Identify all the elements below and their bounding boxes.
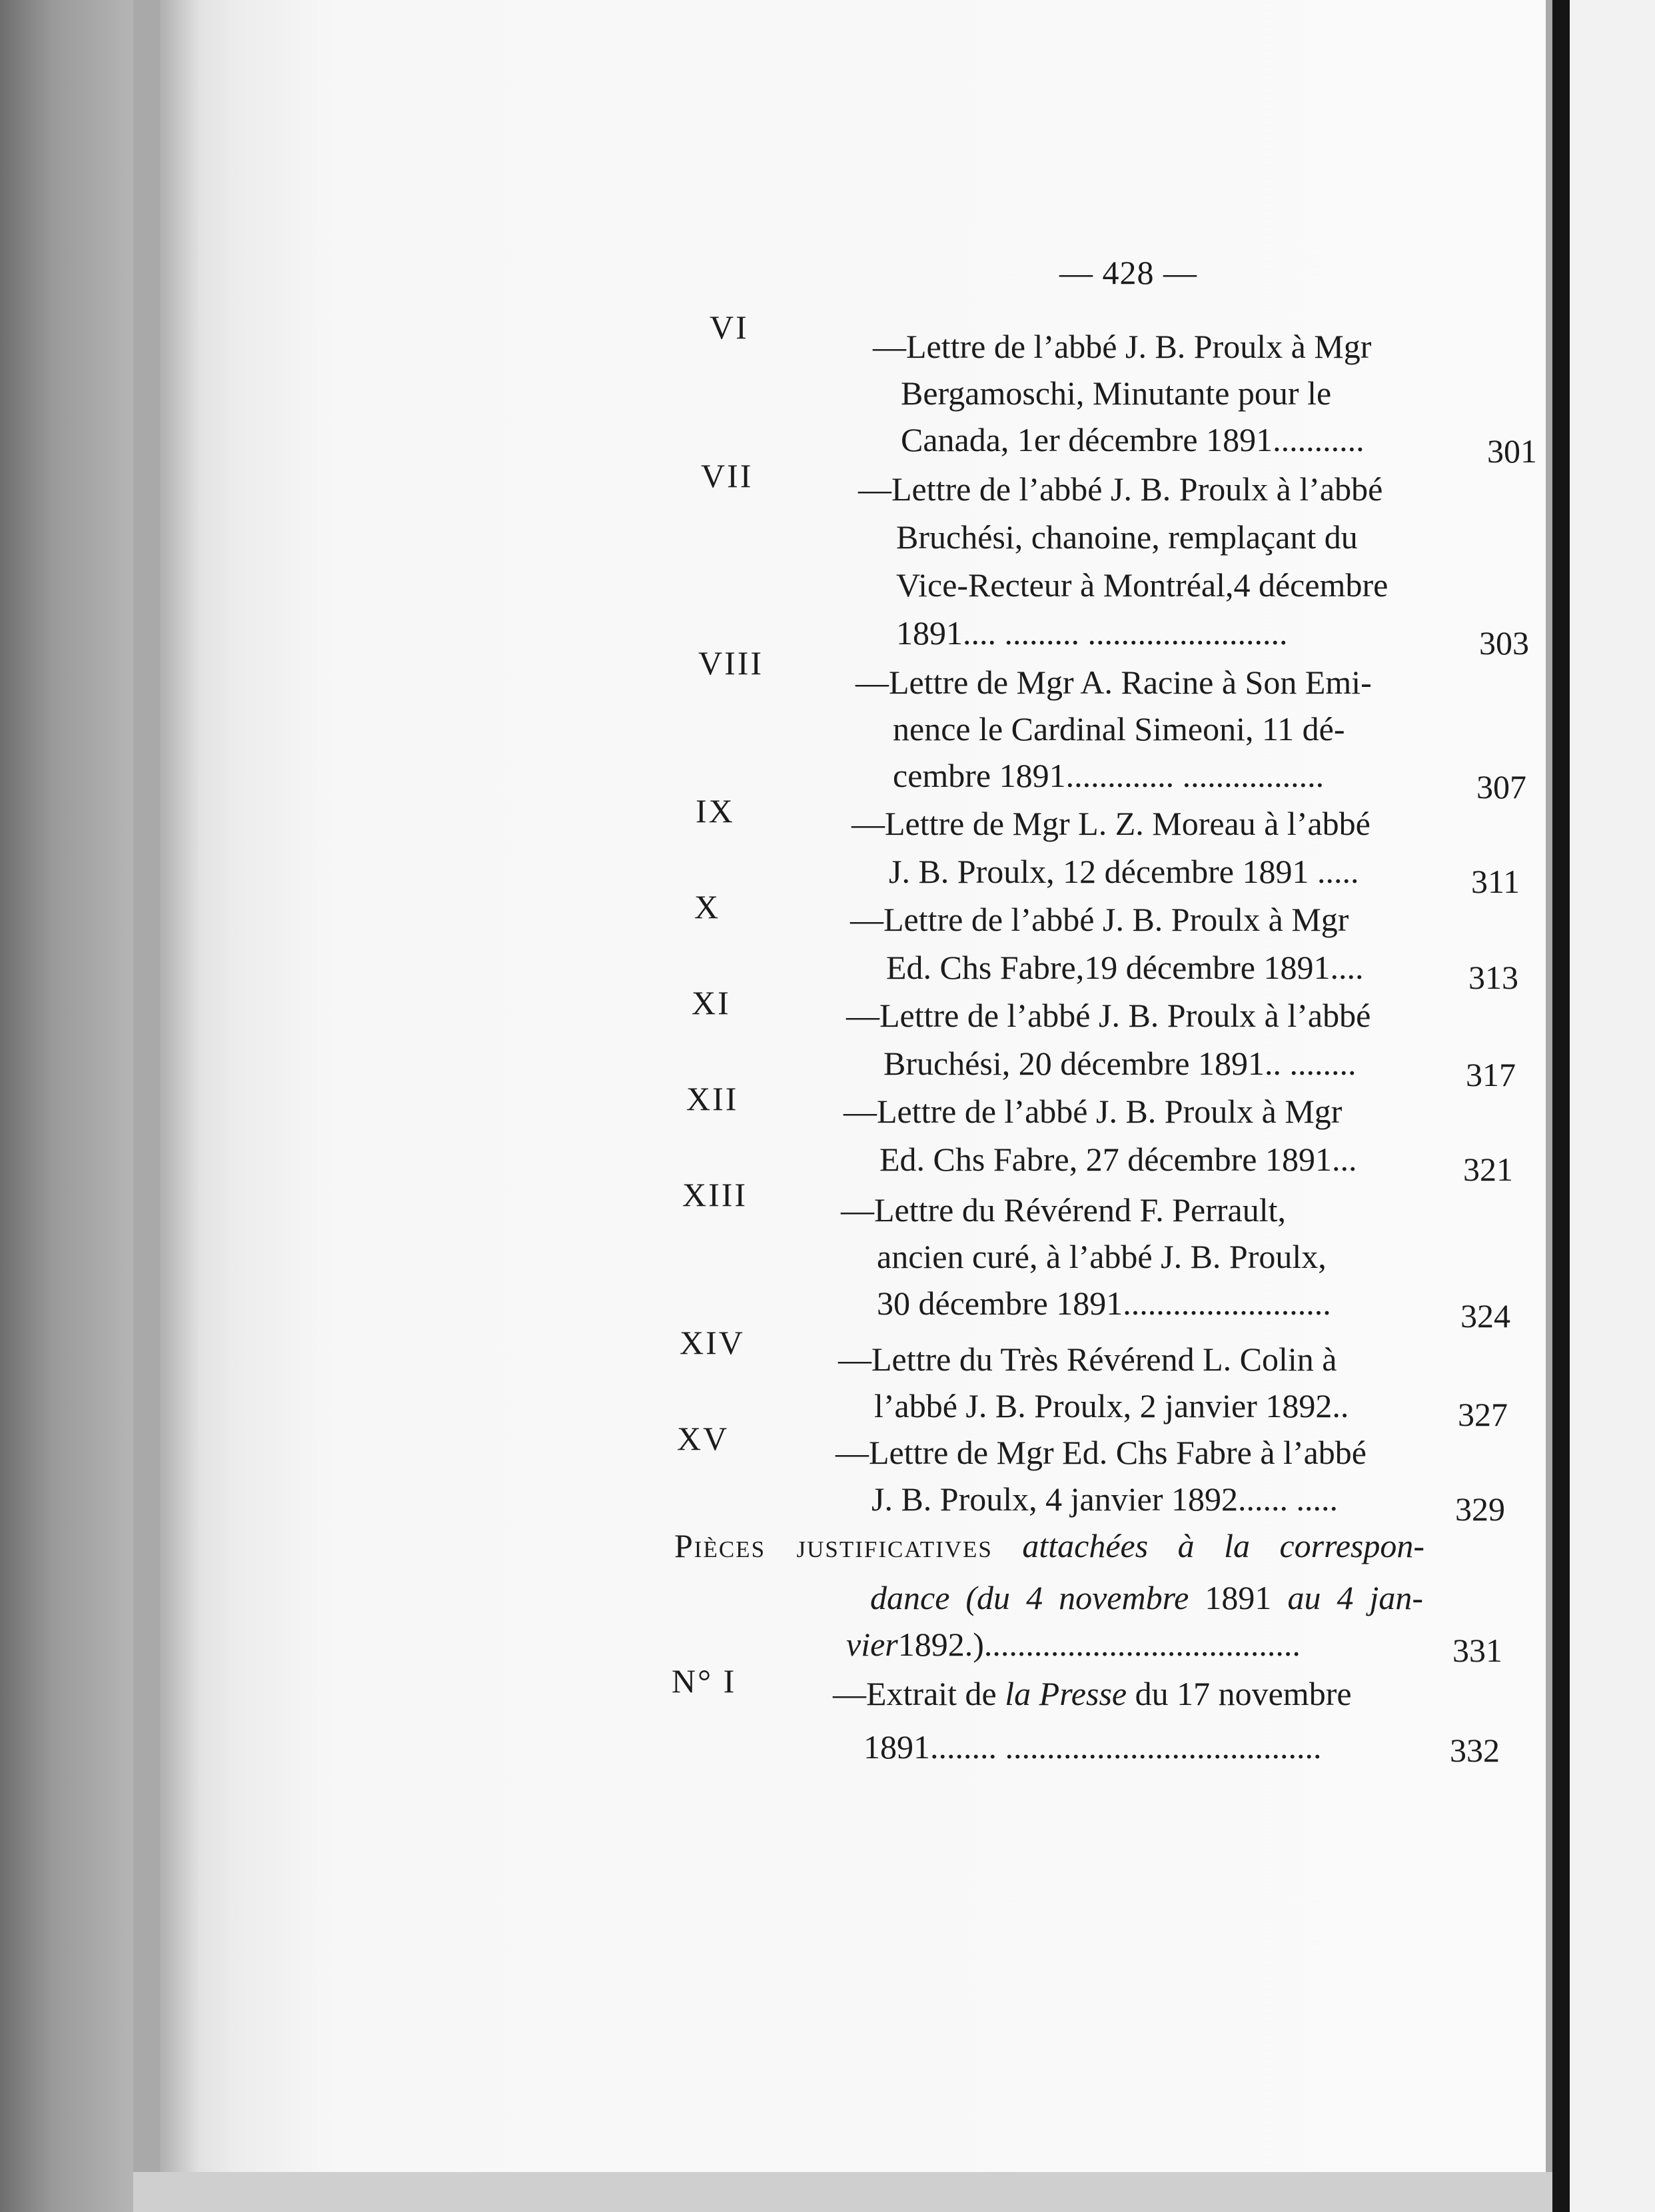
toc-line: [870, 1575, 1423, 1620]
toc-numeral: VI: [710, 308, 749, 346]
toc-line: —Lettre du Révérend F. Perrault,: [841, 1191, 1287, 1229]
toc-line: Ed. Chs Fabre, 27 décembre 1891...: [879, 1141, 1357, 1178]
toc-line: l’abbé J. B. Proulx, 2 janvier 1892..: [874, 1387, 1349, 1424]
toc-line: Bruchési, chanoine, remplaçant du: [896, 518, 1358, 556]
toc-page-number: 311: [1471, 863, 1520, 900]
toc-line: —Lettre du Très Révérend L. Colin à: [838, 1341, 1337, 1378]
toc-page-number: 332: [1450, 1732, 1500, 1769]
toc-page-number: 303: [1479, 624, 1529, 662]
scan-right-bar: [1552, 0, 1570, 2212]
toc-page-number: 321: [1463, 1151, 1513, 1188]
toc-line: Ed. Chs Fabre,19 décembre 1891....: [886, 949, 1364, 986]
toc-line: —Lettre de l’abbé J. B. Proulx à Mgr: [873, 328, 1372, 365]
no1-newspaper-title: la Presse: [1005, 1675, 1127, 1712]
scan-bottom-edge: [133, 2172, 1552, 2212]
toc-page-number: 329: [1455, 1490, 1505, 1528]
toc-line: —Lettre de Mgr A. Racine à Son Emi-: [855, 664, 1372, 701]
toc-line: Bergamoschi, Minutante pour le: [901, 374, 1332, 412]
pieces-italic-text: au 4 jan-: [1287, 1579, 1424, 1616]
toc-numeral: XI: [692, 984, 731, 1021]
toc-line: Vice-Recteur à Montréal,4 décembre: [896, 566, 1388, 604]
pieces-italic-text: attachées à la correspon-: [1022, 1527, 1425, 1564]
toc-line: J. B. Proulx, 4 janvier 1892...... .....: [871, 1480, 1338, 1518]
toc-line: —Lettre de l’abbé J. B. Proulx à l’abbé: [846, 997, 1371, 1034]
toc-line: Canada, 1er décembre 1891...........: [901, 421, 1365, 458]
toc-line: J. B. Proulx, 12 décembre 1891 .....: [889, 853, 1359, 890]
toc-page-number: 331: [1452, 1632, 1502, 1669]
toc-numeral: IX: [696, 792, 735, 830]
toc-page-number: 301: [1487, 432, 1537, 470]
scan-left-edge: [0, 0, 133, 2212]
toc-line: [833, 1671, 1419, 1716]
toc-page-number: 307: [1476, 768, 1526, 806]
page-number: — 428 —: [1059, 254, 1197, 291]
toc-page-number: 317: [1466, 1056, 1516, 1093]
toc-line: cembre 1891............. .................: [893, 757, 1325, 794]
pieces-heading: Pièces justificatives: [674, 1527, 993, 1564]
pieces-italic-text: vier: [846, 1626, 898, 1663]
toc-numeral: XV: [677, 1420, 730, 1457]
binding-shadow: [160, 0, 200, 2172]
toc-page-number: 327: [1458, 1396, 1508, 1433]
no1-text: —Extrait de: [833, 1675, 997, 1712]
pieces-year: 1891: [1205, 1579, 1272, 1616]
toc-line: Bruchési, 20 décembre 1891.. ........: [883, 1045, 1357, 1082]
toc-numeral: XII: [686, 1080, 739, 1117]
toc-line: 30 décembre 1891.........................: [877, 1285, 1331, 1322]
toc-line: ancien curé, à l’abbé J. B. Proulx,: [877, 1238, 1327, 1275]
toc-numeral: X: [694, 888, 721, 925]
scan-right-edge: [1570, 0, 1655, 2212]
toc-line: 1891.... ......... ........................: [896, 614, 1288, 652]
toc-line: —Lettre de l’abbé J. B. Proulx à Mgr: [850, 901, 1349, 938]
toc-line: [846, 1622, 1419, 1667]
toc-numeral: VII: [701, 457, 754, 494]
toc-line: —Lettre de Mgr L. Z. Moreau à l’abbé: [851, 805, 1371, 842]
toc-line: —Lettre de l’abbé J. B. Proulx à Mgr: [843, 1093, 1343, 1130]
toc-numeral: XIV: [680, 1324, 745, 1361]
toc-numeral: N° I: [672, 1662, 737, 1700]
toc-line: nence le Cardinal Simeoni, 11 dé-: [893, 710, 1345, 748]
toc-line: [674, 1523, 1424, 1568]
toc-line: —Lettre de Mgr Ed. Chs Fabre à l’abbé: [835, 1434, 1367, 1471]
toc-line: 1891........ ......................................: [863, 1728, 1322, 1766]
toc-page-number: 313: [1468, 959, 1518, 996]
no1-text: du 17 novembre: [1135, 1675, 1352, 1712]
toc-numeral: XIII: [682, 1176, 748, 1213]
pieces-year: 1892.)......................................: [897, 1626, 1301, 1663]
toc-page-number: 324: [1460, 1297, 1510, 1335]
pieces-italic-text: dance (du 4 novembre: [870, 1579, 1189, 1616]
toc-line: —Lettre de l’abbé J. B. Proulx à l’abbé: [858, 470, 1383, 508]
toc-numeral: VIII: [698, 644, 764, 682]
